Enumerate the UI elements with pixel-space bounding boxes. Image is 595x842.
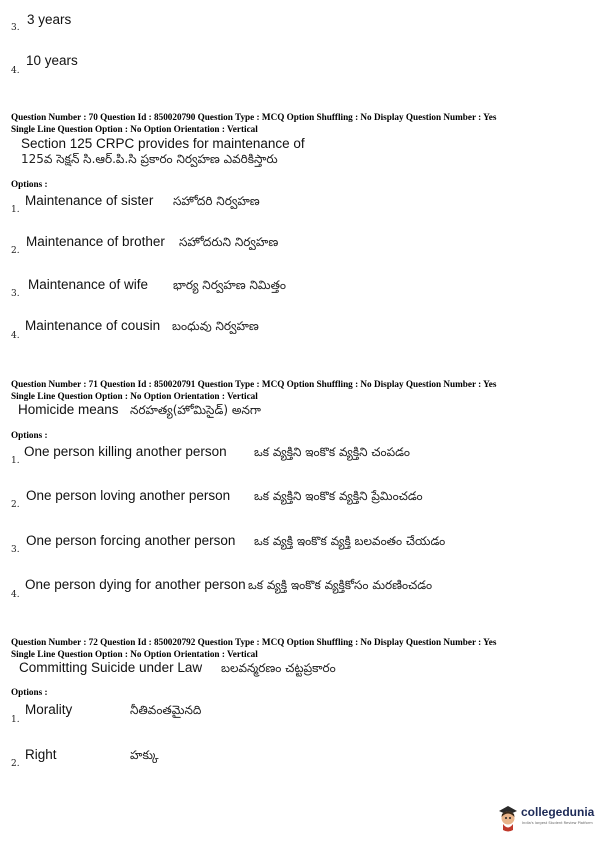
graduate-mascot-icon	[497, 804, 519, 834]
question-header	[11, 636, 496, 660]
option-text-english: One person killing another person	[24, 444, 227, 459]
question-header-line: Single Line Question Option : No Option Orientation : Vertical	[11, 391, 258, 401]
option-number: 2.	[11, 246, 20, 256]
option-text-telugu: ఒక వ్యక్తిని ఇంకొక వ్యక్తిని చంపడం	[254, 445, 410, 459]
options-label: Options :	[11, 430, 48, 440]
question-text-english: Committing Suicide under Law	[19, 660, 203, 675]
option-number: 3.	[11, 545, 20, 555]
option-number: 2.	[11, 759, 20, 769]
option-text-telugu: బంధువు నిర్వహణ	[172, 319, 259, 333]
option-text-english: Maintenance of brother	[26, 234, 165, 249]
option-number: 2.	[11, 500, 20, 510]
question-header-line: Question Number : 71 Question Id : 850020791 Question Type : MCQ Option Shuffling : No Display Question Number : Yes	[11, 379, 497, 389]
option-text-telugu: ఒక వ్యక్తి ఇంకొక వ్యక్తి బలవంతం చేయడం	[254, 534, 446, 548]
option-number: 1.	[11, 456, 20, 466]
option-number: 1.	[11, 205, 20, 215]
question-header-line: Question Number : 72 Question Id : 850020792 Question Type : MCQ Option Shuffling : No Display Question Number : Yes	[11, 637, 497, 647]
option-text-english: Maintenance of cousin	[25, 318, 161, 333]
option-number: 1.	[11, 715, 20, 725]
option-number: 4.	[11, 331, 20, 341]
question-header-line: Question Number : 70 Question Id : 850020790 Question Type : MCQ Option Shuffling : No Display Question Number : Yes	[11, 112, 497, 122]
option-text-english: Right	[25, 747, 57, 762]
question-header	[11, 111, 496, 135]
option-text-telugu: హక్కు	[130, 748, 159, 762]
option-text-english: One person loving another person	[26, 488, 231, 503]
option-text-english: Maintenance of sister	[25, 193, 154, 208]
logo-tagline: India's largest Student Review Platform	[522, 821, 593, 825]
logo-wordmark: collegedunia	[521, 805, 595, 819]
option-text: 10 years	[26, 53, 78, 68]
option-text-telugu: సహోదరుని నిర్వహణ	[179, 235, 279, 249]
option-text-english: Maintenance of wife	[28, 277, 149, 292]
option-text-english: Morality	[25, 702, 73, 717]
option-text: 3 years	[27, 12, 72, 27]
option-text-english: One person forcing another person	[26, 533, 236, 548]
option-number: 3.	[11, 289, 20, 299]
question-header	[11, 378, 496, 402]
option-text-telugu: ఒక వ్యక్తిని ఇంకొక వ్యక్తిని ప్రేమించడం	[254, 489, 423, 503]
question-header-line: Single Line Question Option : No Option Orientation : Vertical	[11, 124, 258, 134]
option-text-english: One person dying for another person	[25, 577, 246, 592]
option-number: 4.	[11, 590, 20, 600]
question-text-telugu: 125వ సెక్షన్ సి.ఆర్.పి.సి ప్రకారం నిర్వహణ ఎవరికిస్తారు	[21, 152, 278, 166]
question-text-english: Section 125 CRPC provides for maintenance of	[21, 136, 305, 151]
option-text-telugu: నీతివంతమైనది	[130, 703, 202, 717]
question-text-english: Homicide means	[18, 402, 119, 417]
collegedunia-logo	[497, 803, 593, 837]
option-text-telugu: సహోదరి నిర్వహణ	[173, 194, 260, 208]
question-text-telugu: నరహత్య(హోమిసైడ్) అనగా	[130, 403, 261, 417]
option-text-telugu: భార్య నిర్వహణ నిమిత్తం	[173, 278, 286, 292]
option-text-telugu: ఒక వ్యక్తి ఇంకొక వ్యక్తికోసం మరణించడం	[248, 578, 433, 592]
option-number: 3.	[11, 23, 20, 33]
question-text-telugu: బలవన్మరణం చట్టప్రకారం	[221, 661, 336, 675]
options-label: Options :	[11, 687, 48, 697]
options-label: Options :	[11, 179, 48, 189]
question-header-line: Single Line Question Option : No Option Orientation : Vertical	[11, 649, 258, 659]
option-number: 4.	[11, 66, 20, 76]
